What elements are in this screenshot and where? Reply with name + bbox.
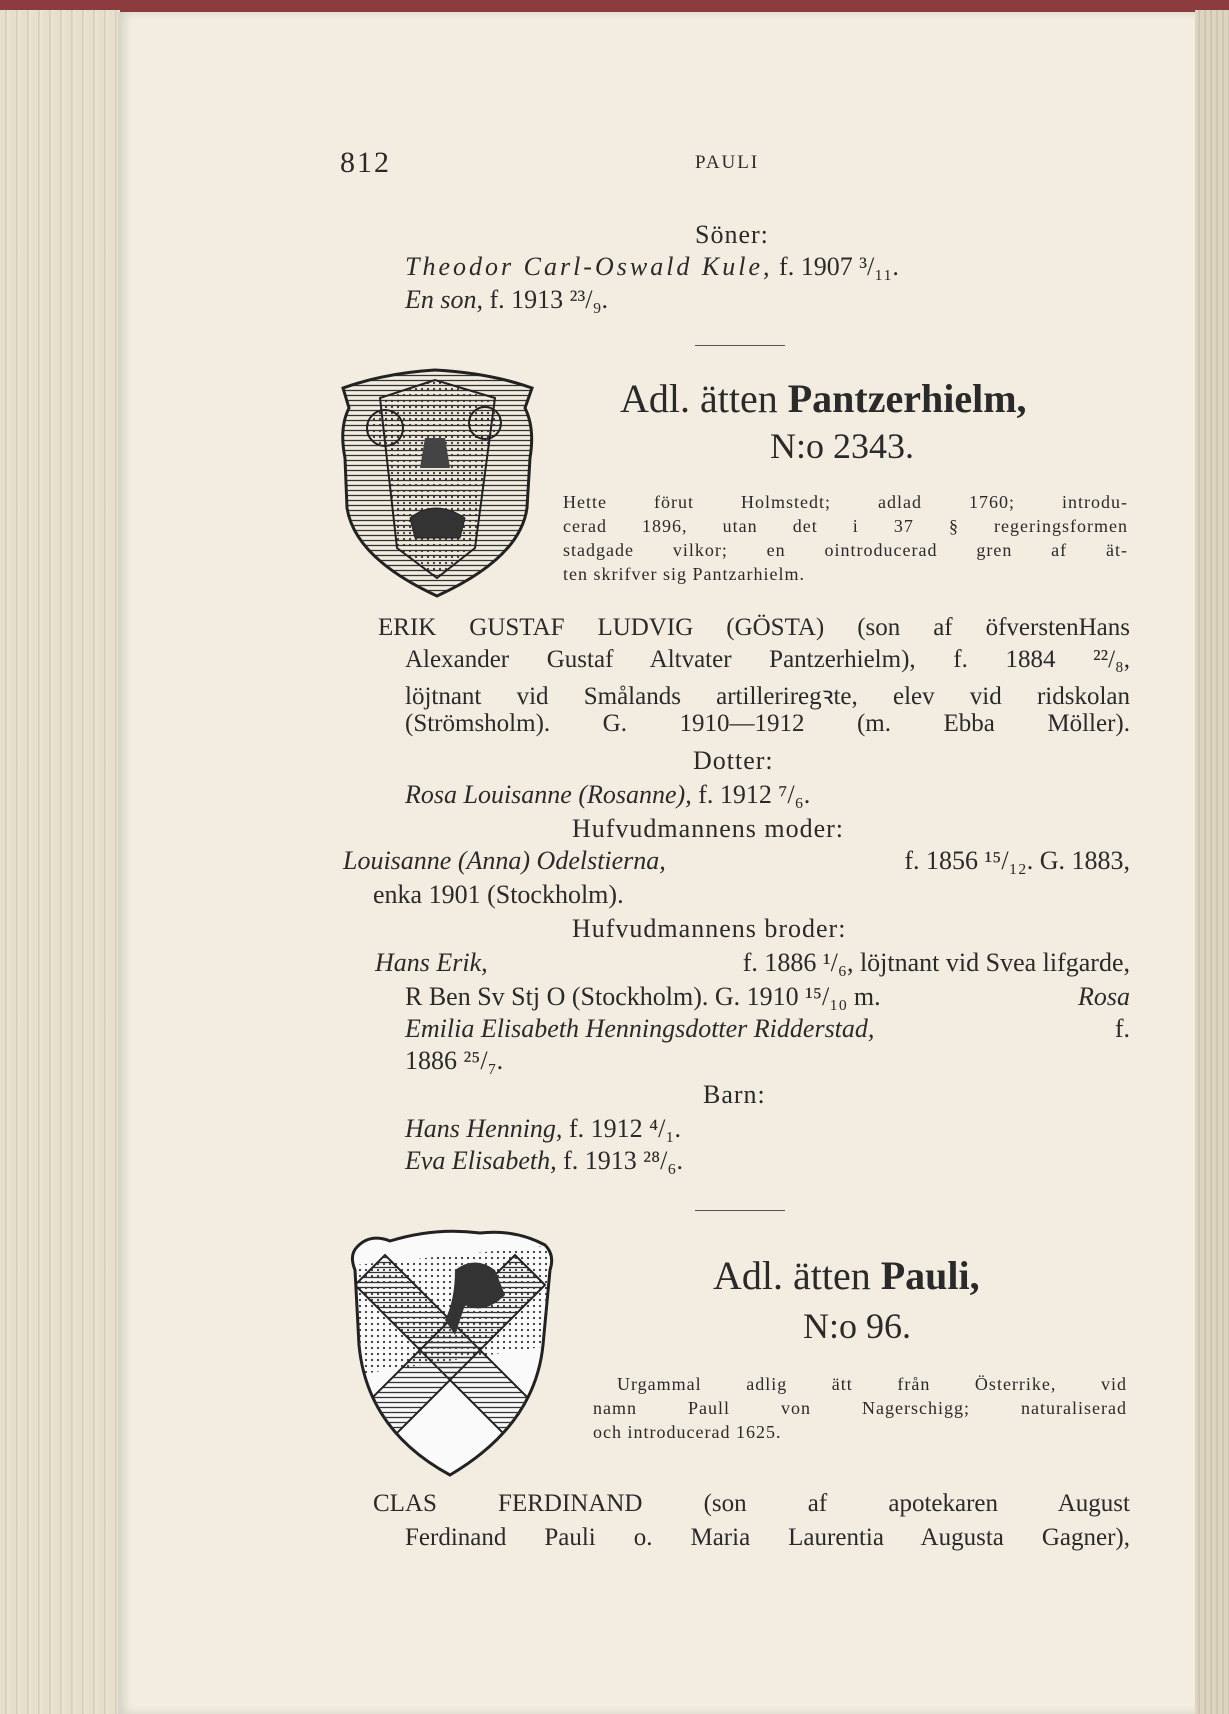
pauli-number: N:o 96. <box>803 1306 911 1346</box>
moder-heading: Hufvudmannens moder: <box>572 814 845 843</box>
book-page-edges-right <box>1195 10 1229 1714</box>
moder-entry: Louisanne (Anna) Odelstierna, f. 1856 ¹⁵/₁₂. G. 1883, <box>343 846 1130 875</box>
running-head: PAULI <box>695 152 760 173</box>
pantzerhielm-coat-of-arms-icon <box>335 368 540 600</box>
pauli-title: Adl. ätten Pauli, <box>713 1253 980 1298</box>
pantzerhielm-head-line-3: löjtnant vid Smålands artilleriregꝛte, elev vid ridskolan <box>405 683 1130 710</box>
broder-entry-line-4: 1886 ²⁵/₇. <box>405 1046 504 1075</box>
broder-entry-line-2: R Ben Sv Stj O (Stockholm). G. 1910 ¹⁵/₁₀ m. Rosa <box>405 982 1130 1011</box>
pantzerhielm-head-line-1: ERIK GUSTAF LUDVIG (GÖSTA) (son af öfverstenHans <box>378 614 1130 641</box>
moder-entry-line-2: enka 1901 (Stockholm). <box>373 880 624 909</box>
broder-entry: Hans Erik, f. 1886 ¹/₆, löjtnant vid Svea lifgarde, <box>375 948 1130 977</box>
pantzerhielm-head-line-2: Alexander Gustaf Altvater Pantzerhielm), f. 1884 ²²/₈, <box>405 646 1130 673</box>
soner-heading: Söner: <box>695 220 769 249</box>
dotter-heading: Dotter: <box>693 746 774 775</box>
broder-entry-line-3: Emilia Elisabeth Henningsdotter Ridderstad, f. <box>405 1014 1130 1043</box>
page-number: 812 <box>340 146 391 179</box>
barn-heading: Barn: <box>703 1080 766 1109</box>
section-divider <box>695 345 785 346</box>
dotter-entry: Rosa Louisanne (Rosanne), f. 1912 ⁷/₆. <box>405 780 811 809</box>
pantzerhielm-head-line-4: (Strömsholm). G. 1910—1912 (m. Ebba Möller). <box>405 710 1130 737</box>
section-divider-2 <box>695 1210 785 1211</box>
pantzerhielm-title: Adl. ätten Pantzerhielm, <box>620 376 1027 421</box>
pauli-coat-of-arms-icon <box>345 1225 565 1480</box>
pantzerhielm-desc-line-3: stadgade vilkor; en ointroducerad gren af ät- <box>563 540 1128 560</box>
pantzerhielm-desc-line-1: Hette förut Holmstedt; adlad 1760; introdu- <box>563 492 1128 512</box>
pantzerhielm-desc-line-2: cerad 1896, utan det i 37 § regeringsformen <box>563 516 1128 536</box>
pauli-head-line-1: CLAS FERDINAND (son af apotekaren August <box>373 1490 1130 1517</box>
son-entry-1: Theodor Carl-Oswald Kule, f. 1907 ³/₁₁. <box>405 252 899 281</box>
pauli-desc-line-3: och introducerad 1625. <box>593 1422 782 1442</box>
pauli-desc-line-1: Urgammal adlig ätt från Österrike, vid <box>617 1374 1127 1394</box>
pantzerhielm-desc-line-4: ten skrifver sig Pantzarhielm. <box>563 564 805 584</box>
son-entry-2: En son, f. 1913 ²³/₉. <box>405 285 609 314</box>
book-page-edges-left <box>0 10 120 1714</box>
pauli-head-line-2: Ferdinand Pauli o. Maria Laurentia Augusta Gagner), <box>405 1524 1130 1551</box>
broder-heading: Hufvudmannens broder: <box>572 914 847 943</box>
barn-entry-1: Hans Henning, f. 1912 ⁴/₁. <box>405 1114 681 1143</box>
pauli-desc-line-2: namn Paull von Nagerschigg; naturaliserad <box>593 1398 1127 1418</box>
barn-entry-2: Eva Elisabeth, f. 1913 ²⁸/₆. <box>405 1146 683 1175</box>
pantzerhielm-number: N:o 2343. <box>770 426 914 466</box>
